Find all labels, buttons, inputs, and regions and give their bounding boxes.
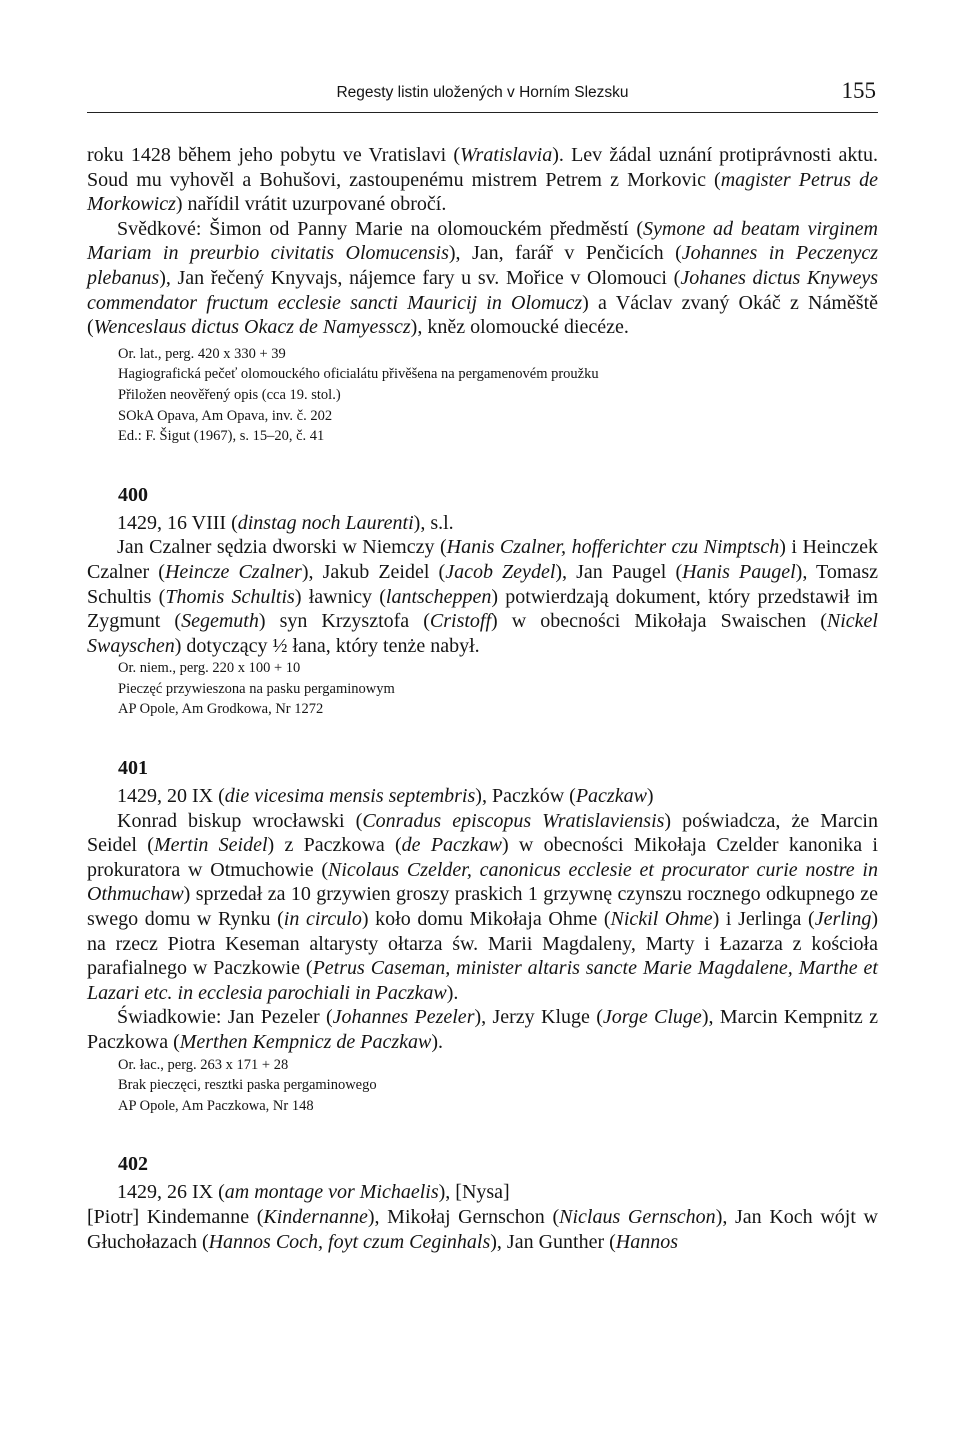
entry-number: 400 bbox=[118, 483, 148, 506]
latin-quotation: Segemuth bbox=[181, 610, 259, 633]
text-segment: ) z Paczkowa ( bbox=[267, 834, 402, 857]
entry-date bbox=[87, 784, 878, 809]
latin-quotation: Cristoff bbox=[429, 610, 492, 633]
text-segment: Świadkowie: Jan Pezeler ( bbox=[117, 1006, 333, 1029]
text-segment: 1429, 16 VIII ( bbox=[117, 511, 238, 534]
text-segment: ) sprzedał za 10 grzywien groszy praskich 1 grzywnę czynszu rocznego odkupnego ze swego domu w Rynku ( bbox=[87, 883, 878, 931]
text-segment: ) w obecności Mikołaja Swaischen ( bbox=[491, 610, 827, 633]
meta-line: Or. lat., perg. 420 x 330 + 39 bbox=[118, 345, 286, 362]
meta-line: Or. niem., perg. 220 x 100 + 10 bbox=[118, 660, 301, 677]
meta-line: Přiložen neověřený opis (cca 19. stol.) bbox=[118, 386, 341, 403]
latin-quotation: Jacob Zeydel bbox=[445, 560, 556, 583]
latin-quotation: dinstag noch Laurenti bbox=[237, 511, 414, 534]
entry-summary bbox=[87, 535, 878, 658]
text-segment: 1429, 26 IX ( bbox=[117, 1181, 225, 1204]
text-segment: ). bbox=[431, 1031, 444, 1053]
text-segment: ) bbox=[646, 785, 654, 808]
latin-quotation: Hanis Czalner, hofferichter czu Nimptsch bbox=[446, 536, 780, 559]
latin-quotation: Heincze Czalner bbox=[164, 560, 302, 583]
latin-quotation: Wratislavia bbox=[460, 144, 553, 166]
latin-quotation: Hanis Paugel bbox=[682, 560, 796, 583]
text-segment: ), s.l. bbox=[413, 511, 454, 534]
meta-line: AP Opole, Am Grodkowa, Nr 1272 bbox=[118, 701, 324, 718]
text-segment: Svědkové: Šimon od Panny Marie na olomouckém předměstí ( bbox=[117, 217, 644, 240]
text-segment: ) dotyczący ½ łana, który tenże nabył. bbox=[174, 634, 480, 657]
latin-quotation: Hannos bbox=[615, 1230, 679, 1253]
text-segment: ), [Nysa] bbox=[438, 1181, 510, 1204]
text-segment: ), kněz olomoucké diecéze. bbox=[410, 316, 629, 339]
page-header bbox=[87, 78, 878, 113]
running-title: Regesty listin uložených v Horním Slezsku bbox=[336, 84, 629, 101]
latin-quotation: Symone ad beatam virginem Mariam in preurbio civitatis Olomucensis bbox=[87, 217, 878, 265]
latin-quotation: in circulo bbox=[283, 908, 362, 931]
text-segment: ), Jan řečený Knyvajs, nájemce fary u sv. Mořice v Olomouci ( bbox=[159, 266, 681, 289]
latin-quotation: Petrus Caseman, minister altaris sancte Marie Magdalene, Marthe et Lazari etc. in ecclesia parochiali in Paczkaw bbox=[87, 957, 878, 1004]
witnesses-paragraph bbox=[87, 217, 878, 340]
page-body bbox=[87, 143, 878, 1254]
page-number: 155 bbox=[841, 78, 876, 103]
latin-quotation: lantscheppen bbox=[385, 585, 492, 608]
latin-quotation: Nickel Swayschen bbox=[87, 610, 878, 657]
latin-quotation: Johannes Pezeler bbox=[332, 1006, 475, 1029]
text-segment: ) a Václav zvaný Okáč z Náměště ( bbox=[87, 291, 879, 339]
entry-400 bbox=[87, 483, 878, 720]
entry-date bbox=[87, 511, 878, 536]
text-segment: ) syn Krzysztofa ( bbox=[258, 610, 430, 633]
text-segment: ), Tomasz Schultis ( bbox=[87, 560, 878, 608]
latin-quotation: de Paczkaw bbox=[401, 834, 502, 857]
entry-401 bbox=[87, 756, 878, 1116]
meta-line: Hagiografická pečeť olomouckého oficialátu přivěšena na pergamenovém proužku bbox=[118, 366, 599, 383]
latin-quotation: Paczkaw bbox=[575, 785, 647, 808]
latin-quotation: Johannes in Peczenycz plebanus bbox=[87, 242, 879, 289]
entry-402 bbox=[87, 1152, 878, 1254]
text-segment: Konrad biskup wrocławski ( bbox=[117, 809, 363, 832]
latin-quotation: Mertin Seidel bbox=[153, 834, 268, 857]
text-segment: ) koło domu Mikołaja Ohme ( bbox=[361, 908, 611, 931]
entry-date bbox=[87, 1180, 878, 1205]
text-segment: ) i Jerlinga ( bbox=[712, 908, 815, 931]
text-segment: ) i Heinczek Czalner ( bbox=[87, 536, 879, 583]
entry-number: 402 bbox=[118, 1153, 148, 1176]
text-segment: ) ławnicy ( bbox=[294, 585, 386, 608]
meta-line: Pieczęć przywieszona na pasku pergaminowym bbox=[118, 680, 395, 697]
latin-quotation: Hannos Coch, foyt czum Ceginhals bbox=[208, 1230, 491, 1253]
text-segment: ). Lev žádal uznání protiprávnosti aktu. Soud mu vyhověl a Bohušovi, zastoupenému mistrem Petrem z Morkovic ( bbox=[87, 144, 878, 191]
entry-summary bbox=[87, 809, 878, 1006]
entry-witnesses bbox=[87, 1005, 878, 1054]
latin-quotation: Nicolaus Czelder, canonicus ecclesie et procurator curie nostre in Othmuchaw bbox=[87, 858, 878, 906]
text-segment: ). bbox=[446, 981, 459, 1004]
text-segment: ), Mikołaj Gernschon ( bbox=[367, 1205, 560, 1228]
text-segment: ) nařídil vrátit uzurpované obročí. bbox=[175, 193, 447, 216]
intro-section bbox=[87, 143, 878, 447]
text-segment: ) w obecności Mikołaja Czelder kanonika i prokuratora w Otmuchowie ( bbox=[87, 834, 878, 881]
text-segment: ) na rzecz Piotra Keseman altarysty ołtarza św. Marii Magdaleny, Marty i Łazarza z kościoła parafialnego w Paczkowie ( bbox=[87, 908, 879, 980]
latin-quotation: die vicesima mensis septembris bbox=[224, 785, 476, 808]
latin-quotation: Thomis Schultis bbox=[165, 585, 295, 608]
latin-quotation: Johanes dictus Knyweys commendator fructum ecclesie sancti Mauricij in Olomucz bbox=[87, 266, 879, 314]
entry-summary bbox=[87, 1205, 878, 1254]
latin-quotation: Niclaus Gernschon bbox=[559, 1205, 716, 1228]
latin-quotation: Merthen Kempnicz de Paczkaw bbox=[179, 1031, 432, 1053]
text-segment: ), Marcin Kempnitz z Paczkowa ( bbox=[87, 1006, 879, 1053]
latin-quotation: magister Petrus de Morkowicz bbox=[87, 168, 878, 216]
text-segment: 1429, 20 IX ( bbox=[117, 785, 225, 808]
text-segment: ), Jan Paugel ( bbox=[555, 560, 683, 583]
text-segment: ) poświadcza, że Marcin Seidel ( bbox=[87, 809, 878, 857]
text-segment: ), Jan, farář v Penčicích ( bbox=[448, 242, 682, 265]
entry-number: 401 bbox=[118, 757, 148, 780]
intro-paragraph bbox=[87, 143, 878, 217]
text-segment: ), Jakub Zeidel ( bbox=[301, 560, 446, 583]
latin-quotation: Jerling bbox=[814, 908, 872, 931]
text-segment: ), Jerzy Kluge ( bbox=[474, 1006, 603, 1029]
meta-line: Or. łac., perg. 263 x 171 + 28 bbox=[118, 1056, 289, 1073]
latin-quotation: Jorge Cluge bbox=[602, 1006, 702, 1029]
text-segment: ), Jan Koch wójt w Głuchołazach ( bbox=[87, 1205, 878, 1253]
latin-quotation: Nickil Ohme bbox=[610, 908, 713, 931]
text-segment: [Piotr] Kindemanne ( bbox=[87, 1205, 264, 1228]
meta-line: SOkA Opava, Am Opava, inv. č. 202 bbox=[118, 407, 333, 424]
meta-line: Ed.: F. Šigut (1967), s. 15–20, č. 41 bbox=[118, 428, 325, 445]
text-segment: Jan Czalner sędzia dworski w Niemczy ( bbox=[117, 536, 447, 559]
meta-line: Brak pieczęci, resztki paska pergaminowego bbox=[118, 1077, 377, 1094]
text-segment: ), Paczków ( bbox=[475, 785, 576, 808]
text-segment: ), Jan Gunther ( bbox=[490, 1230, 616, 1253]
latin-quotation: Kindernanne bbox=[263, 1205, 368, 1228]
text-segment: roku 1428 během jeho pobytu ve Vratislavi ( bbox=[87, 144, 460, 166]
latin-quotation: Conradus episcopus Wratislaviensis bbox=[362, 809, 665, 832]
latin-quotation: Wenceslaus dictus Okacz de Namyesscz bbox=[93, 316, 411, 339]
meta-line: AP Opole, Am Paczkowa, Nr 148 bbox=[118, 1097, 314, 1114]
latin-quotation: am montage vor Michaelis bbox=[224, 1181, 439, 1204]
text-segment: ) potwierdzają dokument, który przedstawił im Zygmunt ( bbox=[87, 585, 878, 633]
